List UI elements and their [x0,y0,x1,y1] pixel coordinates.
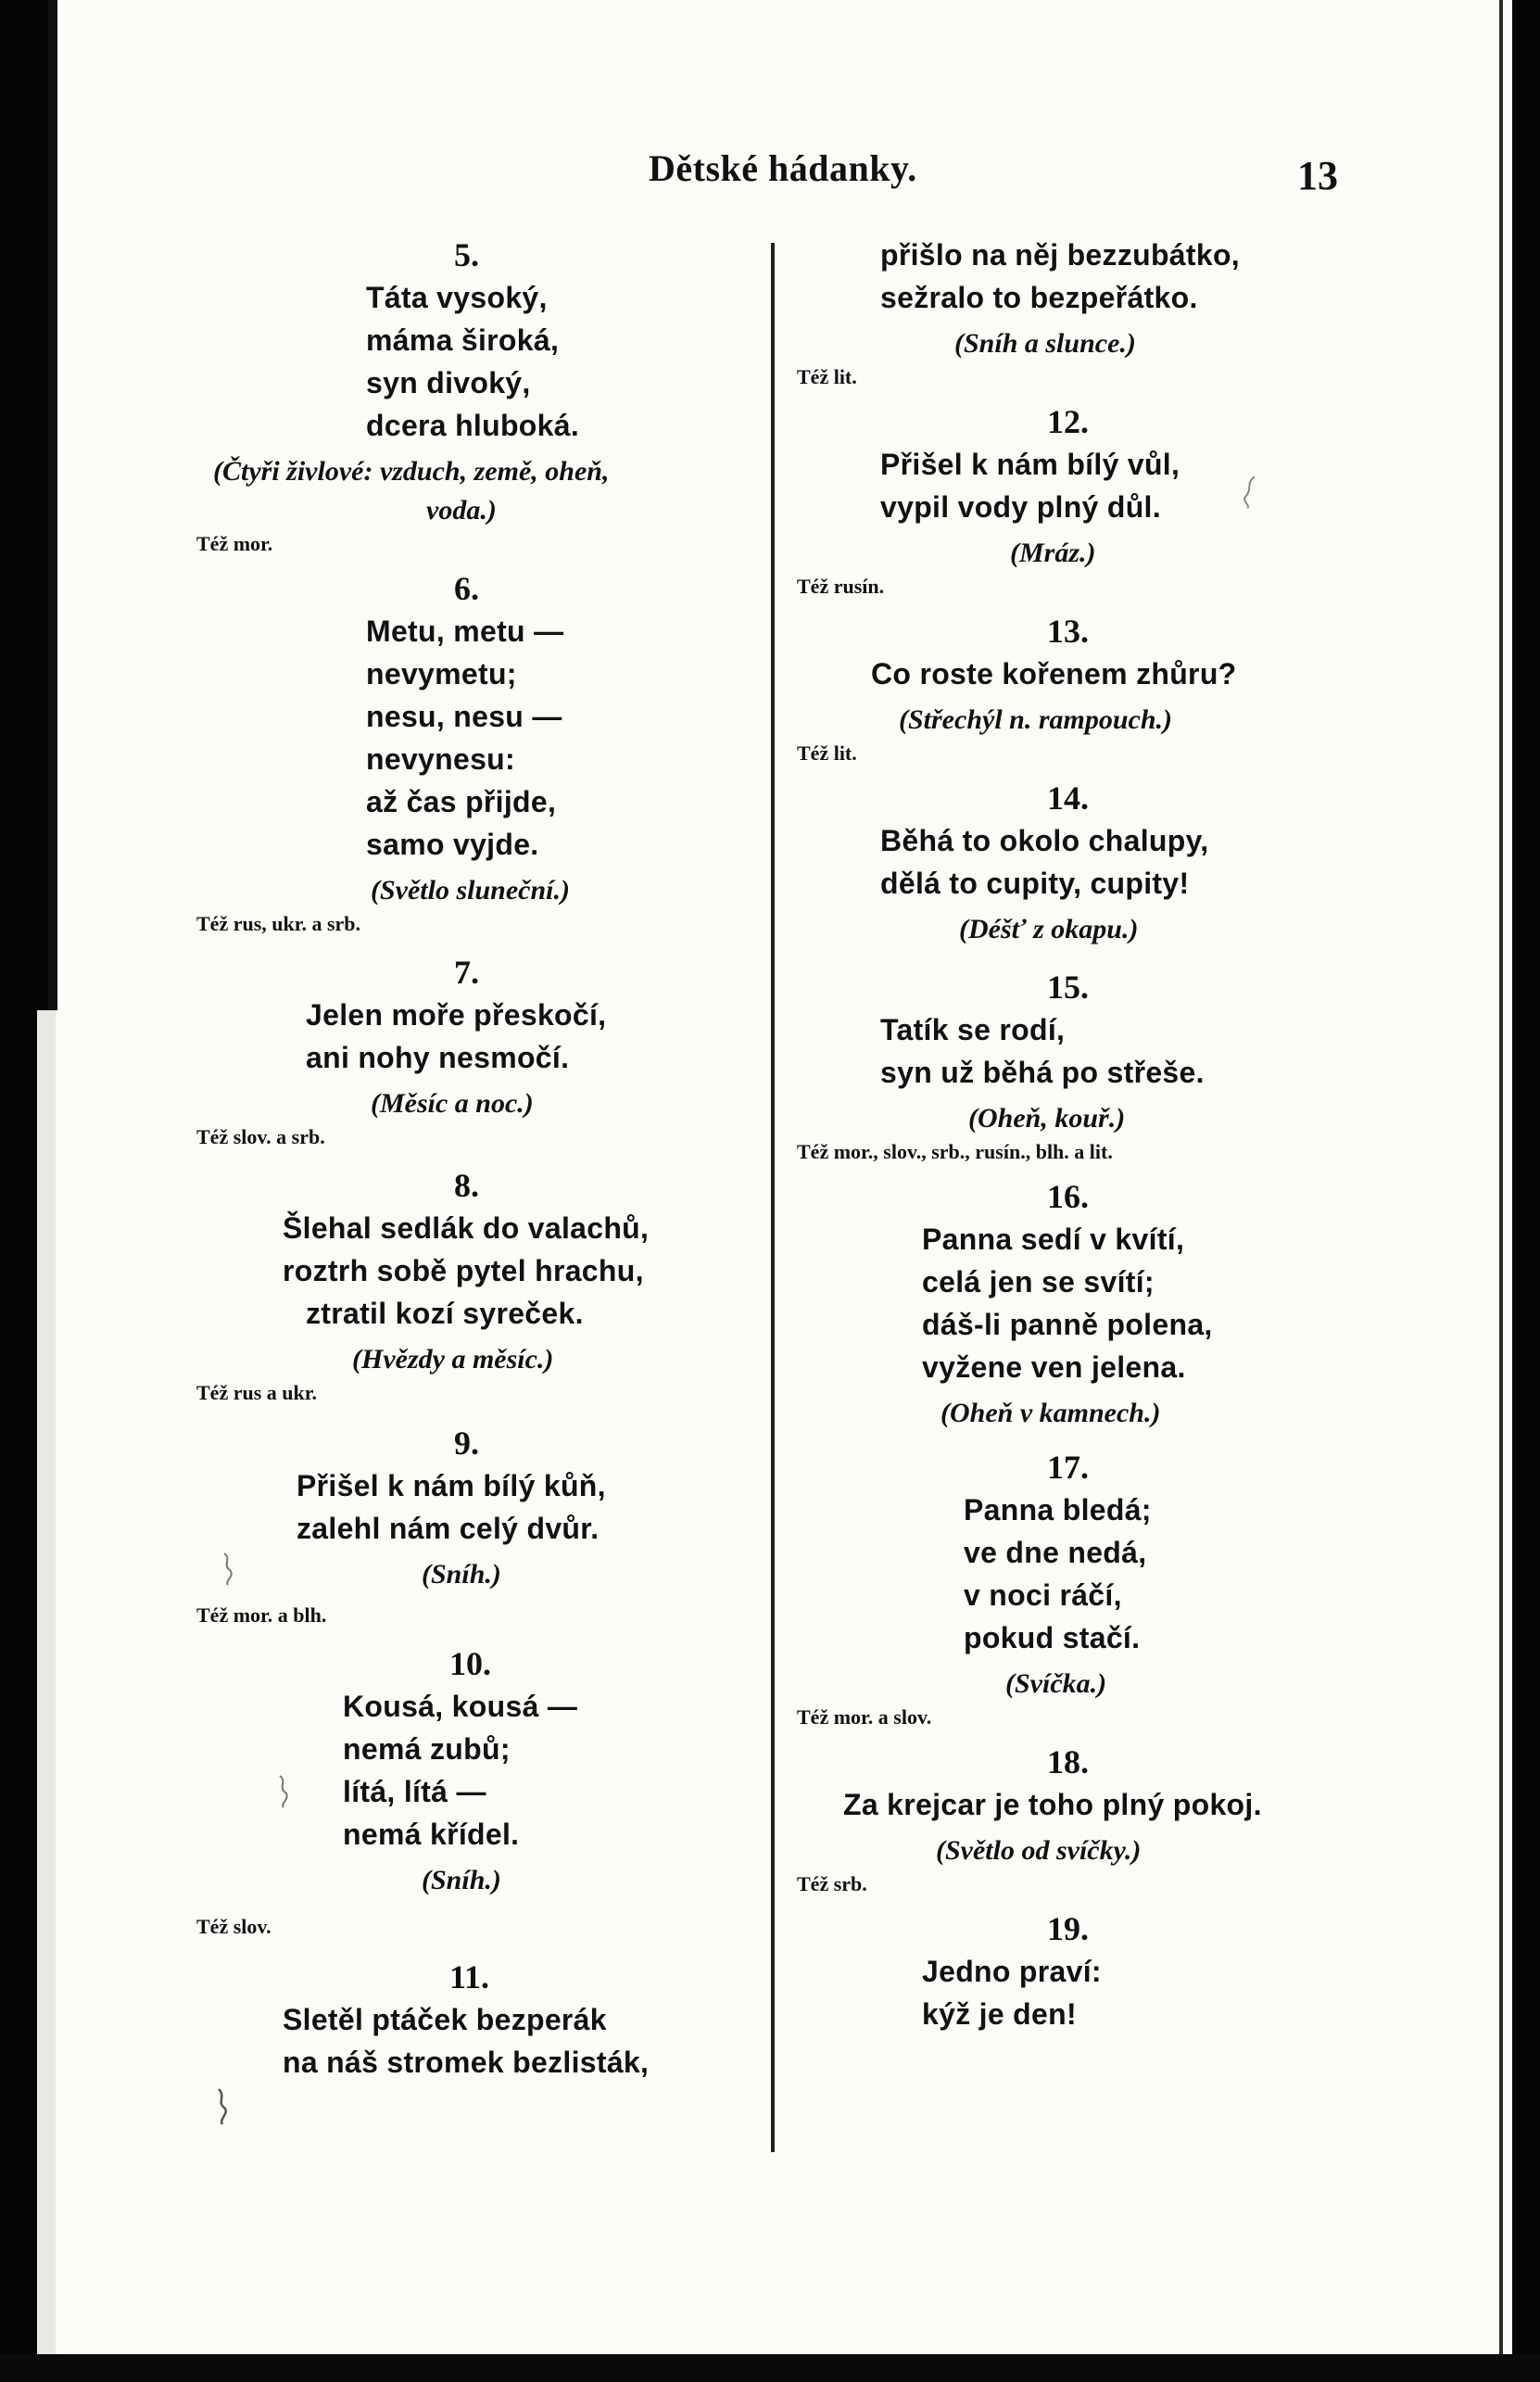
riddle-answer: (Oheň v kamnech.) [940,1398,1161,1428]
riddle-number: 10. [449,1645,491,1682]
riddle-number: 6. [454,570,479,607]
riddle-17 [788,1446,1325,1731]
riddle-line: Přišel k nám bílý vůl, [880,448,1180,481]
riddle-11 [185,1956,760,2084]
riddle-answer: (Světlo sluneční.) [371,875,570,906]
variant-note: Též slov. a srb. [196,1125,325,1148]
variant-note: Též rus, ukr. a srb. [196,912,361,935]
riddle-number: 17. [1047,1449,1089,1486]
right-margin-rule [1499,0,1503,2354]
riddle-line: dáš-li panně polena, [922,1308,1213,1341]
riddle-line: dělá to cupity, cupity! [880,867,1190,900]
riddle-line: lítá, lítá — [343,1775,486,1808]
riddle-answer: (Sníh.) [422,1559,501,1590]
riddle-13 [788,610,1325,767]
right-page-edge [1512,0,1540,2382]
riddle-number: 12. [1047,403,1089,440]
riddle-line: Přišel k nám bílý kůň, [297,1469,606,1502]
variant-note: Též lit. [797,741,857,765]
riddle-6 [185,567,760,938]
riddle-line: nemá křídel. [343,1818,520,1851]
riddle-number: 5. [454,236,479,273]
binding-edge [48,0,57,1010]
margin-pencil-mark [219,1550,241,1587]
riddle-line: Sletěl ptáček bezperák [283,2003,607,2036]
margin-pencil-mark [213,2085,235,2126]
riddle-answer: (Hvězdy a měsíc.) [352,1344,554,1375]
margin-pencil-mark [274,1772,297,1809]
riddle-7 [185,951,760,1151]
variant-note: Též rus a ukr. [196,1381,317,1404]
riddle-line: přišlo na něj bezzubátko, [880,238,1240,272]
riddle-15 [788,966,1325,1166]
riddle-number: 7. [454,954,479,991]
riddle-line: nevynesu: [366,742,515,776]
riddle-answer: (Světlo od svíčky.) [936,1835,1142,1866]
bottom-page-edge [0,2354,1540,2382]
riddle-line: Jelen moře přeskočí, [306,998,607,1032]
riddle-line: dcera hluboká. [366,409,580,442]
page-number: 13 [1297,153,1338,198]
riddle-line: až čas přijde, [366,785,557,818]
riddle-line: vypil vody plný důl. [880,490,1161,524]
binding-light-strip [37,1010,56,2382]
riddle-answer: (Svíčka.) [1005,1668,1107,1699]
riddle-line: syn už běhá po střeše. [880,1056,1205,1089]
riddle-line: ani nohy nesmočí. [306,1041,570,1074]
riddle-line: samo vyjde. [366,828,539,861]
margin-pencil-mark [1238,473,1260,510]
variant-note: Též mor., slov., srb., rusín., blh. a lit. [797,1140,1113,1163]
riddle-8 [185,1164,760,1407]
riddle-14 [788,777,1325,949]
riddle-line: Panna bledá; [964,1493,1152,1527]
riddle-number: 15. [1047,969,1089,1006]
variant-note: Též slov. [196,1915,271,1938]
variant-note: Též rusín. [797,575,885,598]
riddle-11-continued [788,234,1325,391]
left-column [185,234,760,2084]
riddle-line: Kousá, kousá — [343,1690,578,1723]
riddle-answer: (Déšť z okapu.) [959,914,1139,944]
riddle-line: vyžene ven jelena. [922,1350,1186,1384]
riddle-16 [788,1175,1325,1433]
riddle-line: ve dne nedá, [964,1536,1147,1569]
riddle-line: nevymetu; [366,657,517,691]
riddle-line: ztratil kozí syreček. [306,1297,584,1330]
variant-note: Též mor. a blh. [196,1603,327,1627]
running-title: Dětské hádanky. [649,147,917,189]
riddle-line: Šlehal sedlák do valachů, [283,1211,650,1245]
riddle-18 [788,1741,1325,1898]
variant-note: Též srb. [797,1872,867,1895]
riddle-line: nemá zubů; [343,1732,511,1766]
riddle-number: 16. [1047,1178,1089,1215]
riddle-line: roztrh sobě pytel hrachu, [283,1254,644,1287]
riddle-number: 8. [454,1167,479,1204]
riddle-line: Za krejcar je toho plný pokoj. [843,1788,1262,1821]
riddle-answer: (Mráz.) [1010,538,1096,568]
riddle-line: sežralo to bezpeřátko. [880,281,1198,314]
variant-note: Též lit. [797,365,857,388]
riddle-line: kýž je den! [922,1997,1077,2031]
riddle-number: 9. [454,1425,479,1462]
riddle-number: 19. [1047,1910,1089,1947]
riddle-9 [185,1422,760,1629]
riddle-line: nesu, nesu — [366,700,562,733]
riddle-number: 13. [1047,613,1089,650]
riddle-line: zalehl nám celý dvůr. [297,1512,600,1545]
riddle-answer: (Střechýl n. rampouch.) [899,704,1173,735]
riddle-19 [788,1907,1325,2035]
riddle-line: syn divoký, [366,366,531,399]
riddle-line: Jedno praví: [922,1955,1102,1988]
riddle-answer-cont: voda.) [426,495,497,526]
riddle-line: Táta vysoký, [366,281,548,314]
riddle-answer: (Měsíc a noc.) [371,1088,534,1119]
riddle-number: 11. [449,1958,490,1996]
column-divider [771,243,775,2152]
riddle-line: na náš stromek bezlisták, [283,2046,650,2079]
riddle-answer: (Sníh a slunce.) [954,328,1136,359]
riddle-number: 14. [1047,779,1089,817]
riddle-line: Běhá to okolo chalupy, [880,824,1209,857]
riddle-line: Panna sedí v kvítí, [922,1223,1185,1256]
riddle-number: 18. [1047,1743,1089,1780]
riddle-10 [185,1642,760,1941]
variant-note: Též mor. [196,532,273,555]
variant-note: Též mor. a slov. [797,1705,932,1729]
riddle-answer: (Čtyři živlové: vzduch, země, oheň, [213,456,610,487]
riddle-answer: (Sníh.) [422,1865,501,1895]
riddle-line: celá jen se svítí; [922,1265,1155,1299]
riddle-5 [185,234,760,558]
riddle-line: pokud stačí. [964,1621,1141,1654]
riddle-line: Tatík se rodí, [880,1013,1066,1046]
riddle-answer: (Oheň, kouř.) [968,1103,1126,1134]
riddle-line: Metu, metu — [366,615,564,648]
riddle-line: máma široká, [366,323,560,357]
riddle-line: Co roste kořenem zhůru? [871,657,1237,691]
riddle-line: v noci ráčí, [964,1578,1122,1612]
